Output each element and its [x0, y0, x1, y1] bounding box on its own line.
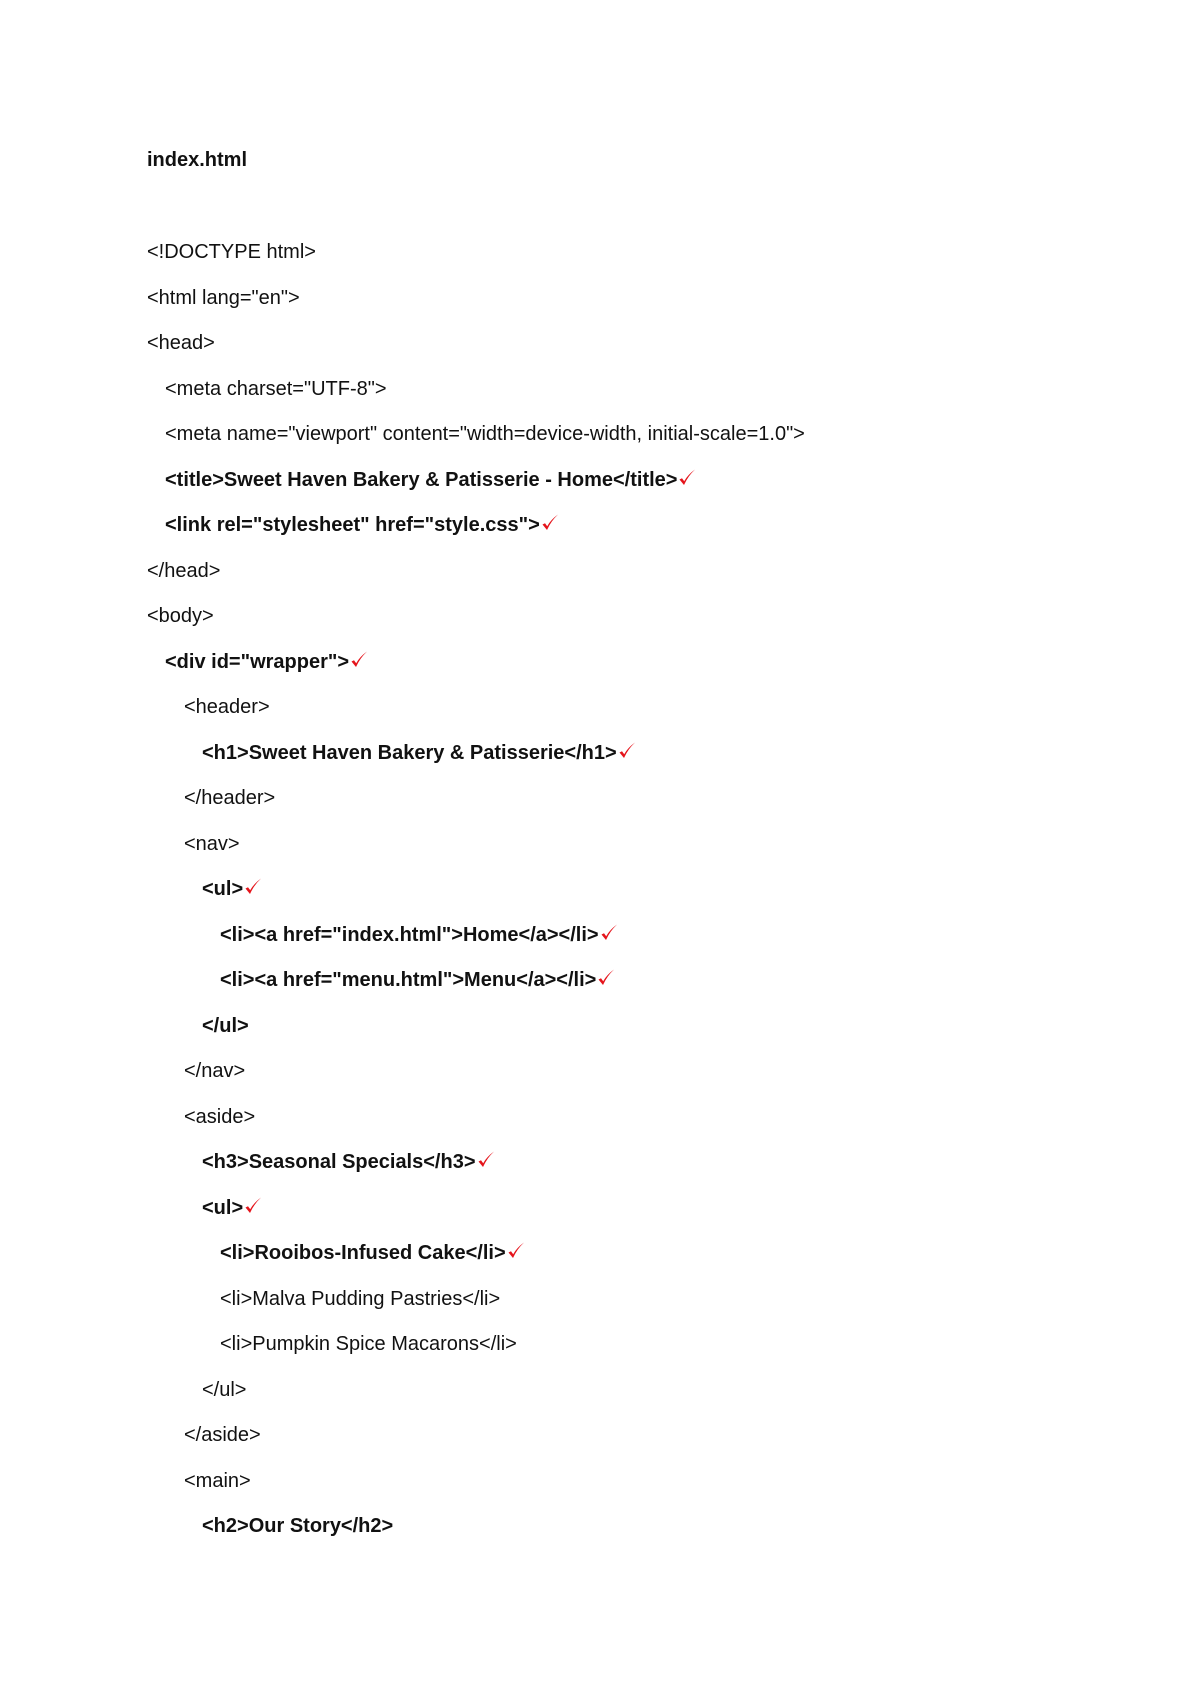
code-line-text: <body>: [147, 605, 214, 627]
code-line: [147, 966, 805, 1012]
code-line: [147, 1421, 805, 1467]
code-line: [147, 1467, 805, 1513]
code-line: [147, 784, 805, 830]
code-line-text: <h1>Sweet Haven Bakery & Patisserie</h1>: [202, 741, 617, 764]
document-title: index.html: [147, 149, 248, 171]
code-line: [147, 1330, 805, 1376]
code-line-text: <div id="wrapper">: [165, 650, 350, 673]
code-line: [147, 739, 805, 785]
code-line-text: <h3>Seasonal Specials</h3>: [202, 1151, 476, 1173]
code-line-text: </header>: [184, 787, 276, 809]
code-line-text: <title>Sweet Haven Bakery & Patisserie - Home</title>: [165, 468, 678, 491]
checkmark-icon: [244, 1196, 262, 1216]
code-line-text: <li>Rooibos-Infused Cake</li>: [220, 1242, 506, 1264]
checkmark-icon: [507, 1241, 525, 1261]
code-line: [147, 420, 805, 466]
code-line-text: <main>: [184, 1469, 251, 1492]
code-line: [147, 921, 805, 967]
code-line-text: </head>: [147, 559, 221, 582]
code-line-text: <ul>: [202, 878, 244, 900]
code-line: [147, 648, 805, 694]
code-line-text: </ul>: [202, 1378, 247, 1401]
checkmark-icon: [600, 923, 618, 943]
code-line-text: <nav>: [184, 832, 240, 855]
checkmark-icon: [678, 468, 696, 488]
checkmark-icon: [244, 877, 262, 897]
code-line: [147, 329, 805, 375]
code-line-text: </ul>: [202, 1014, 249, 1037]
code-line: [147, 1103, 805, 1149]
code-line-text: <meta charset="UTF-8">: [165, 377, 387, 400]
code-line-text: <html lang="en">: [147, 286, 300, 309]
code-line: [147, 1376, 805, 1422]
checkmark-icon: [597, 968, 615, 988]
code-line-text: <li><a href="index.html">Home</a></li>: [220, 923, 599, 946]
code-line: [147, 1285, 805, 1331]
code-line: [147, 557, 805, 603]
code-line-text: <!DOCTYPE html>: [147, 241, 316, 263]
code-line: [147, 511, 805, 557]
code-line-text: <h2>Our Story</h2>: [202, 1515, 394, 1537]
code-line-text: <li><a href="menu.html">Menu</a></li>: [220, 969, 597, 991]
code-line: [147, 1512, 805, 1558]
code-line-text: <li>Malva Pudding Pastries</li>: [220, 1287, 501, 1310]
checkmark-icon: [541, 513, 559, 533]
code-line-text: <li>Pumpkin Spice Macarons</li>: [220, 1333, 517, 1355]
code-line-text: <ul>: [202, 1196, 244, 1219]
checkmark-icon: [350, 650, 368, 670]
code-line: [147, 602, 805, 648]
code-line: [147, 238, 805, 284]
code-line-text: <meta name="viewport" content="width=device-width, initial-scale=1.0">: [165, 423, 805, 445]
code-line: [147, 875, 805, 921]
code-line: [147, 1057, 805, 1103]
code-line-text: <aside>: [184, 1105, 256, 1128]
code-line: [147, 1148, 805, 1194]
code-line: [147, 1194, 805, 1240]
code-line: [147, 466, 805, 512]
checkmark-icon: [477, 1150, 495, 1170]
code-line-text: <link rel="stylesheet" href="style.css">: [165, 514, 540, 536]
code-line-text: <header>: [184, 696, 270, 718]
code-line: [147, 284, 805, 330]
code-line: [147, 1012, 805, 1058]
code-line: [147, 830, 805, 876]
code-line-text: </nav>: [184, 1060, 246, 1082]
code-line: [147, 693, 805, 739]
code-line: [147, 375, 805, 421]
checkmark-icon: [618, 741, 636, 761]
code-listing: [147, 238, 805, 1558]
code-line-text: </aside>: [184, 1424, 261, 1446]
code-line-text: <head>: [147, 332, 215, 354]
code-line: [147, 1239, 805, 1285]
